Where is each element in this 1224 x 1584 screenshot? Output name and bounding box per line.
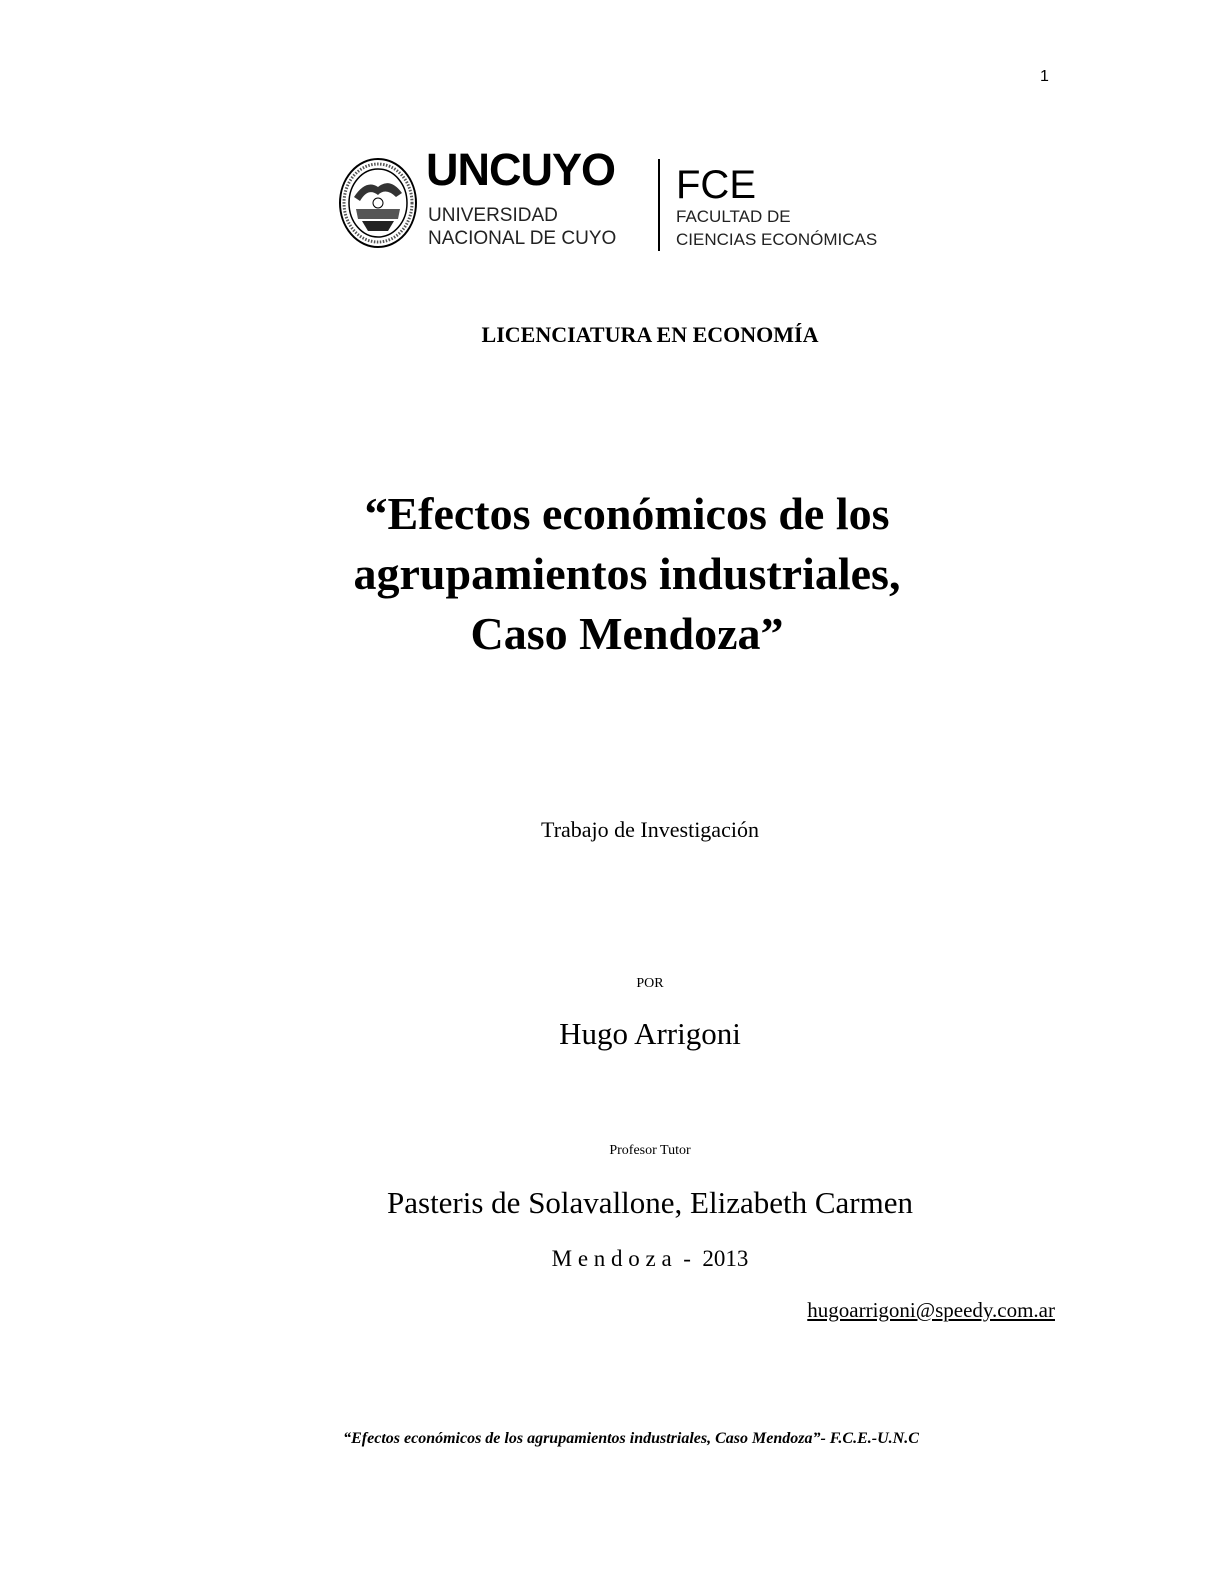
page-footer: “Efectos económicos de los agrupamientos industriales, Caso Mendoza”- F.C.E.-U.N.C	[343, 1430, 919, 1447]
document-title	[0, 484, 1224, 664]
university-seal-icon	[338, 157, 418, 249]
place-year: M e n d o z a - 2013	[551, 1246, 749, 1271]
tutor-label: Profesor Tutor	[609, 1143, 691, 1158]
faculty-name-line1: FACULTAD DE	[676, 207, 791, 226]
by-label: POR	[636, 976, 664, 991]
title-line: agrupamientos industriales,	[353, 548, 901, 599]
page-number: 1	[1040, 68, 1049, 85]
title-line: “Efectos económicos de los	[364, 488, 890, 539]
university-logo	[338, 144, 926, 255]
faculty-short-name: FCE	[676, 163, 756, 207]
university-name-line1: UNIVERSIDAD	[428, 205, 558, 226]
email-link[interactable]: hugoarrigoni@speedy.com.ar	[807, 1298, 1055, 1322]
title-line: Caso Mendoza”	[470, 608, 784, 659]
logo-divider	[658, 159, 660, 251]
degree-heading: LICENCIATURA EN ECONOMÍA	[481, 322, 819, 347]
university-short-name: UNCUYO	[426, 144, 616, 195]
university-name-line2: NACIONAL DE CUYO	[428, 228, 617, 249]
faculty-name-line2: CIENCIAS ECONÓMICAS	[676, 230, 878, 249]
author-email[interactable]	[700, 1298, 1055, 1323]
tutor-name: Pasteris de Solavallone, Elizabeth Carmen	[387, 1185, 913, 1220]
work-type: Trabajo de Investigación	[541, 817, 759, 842]
author-name: Hugo Arrigoni	[559, 1016, 741, 1051]
